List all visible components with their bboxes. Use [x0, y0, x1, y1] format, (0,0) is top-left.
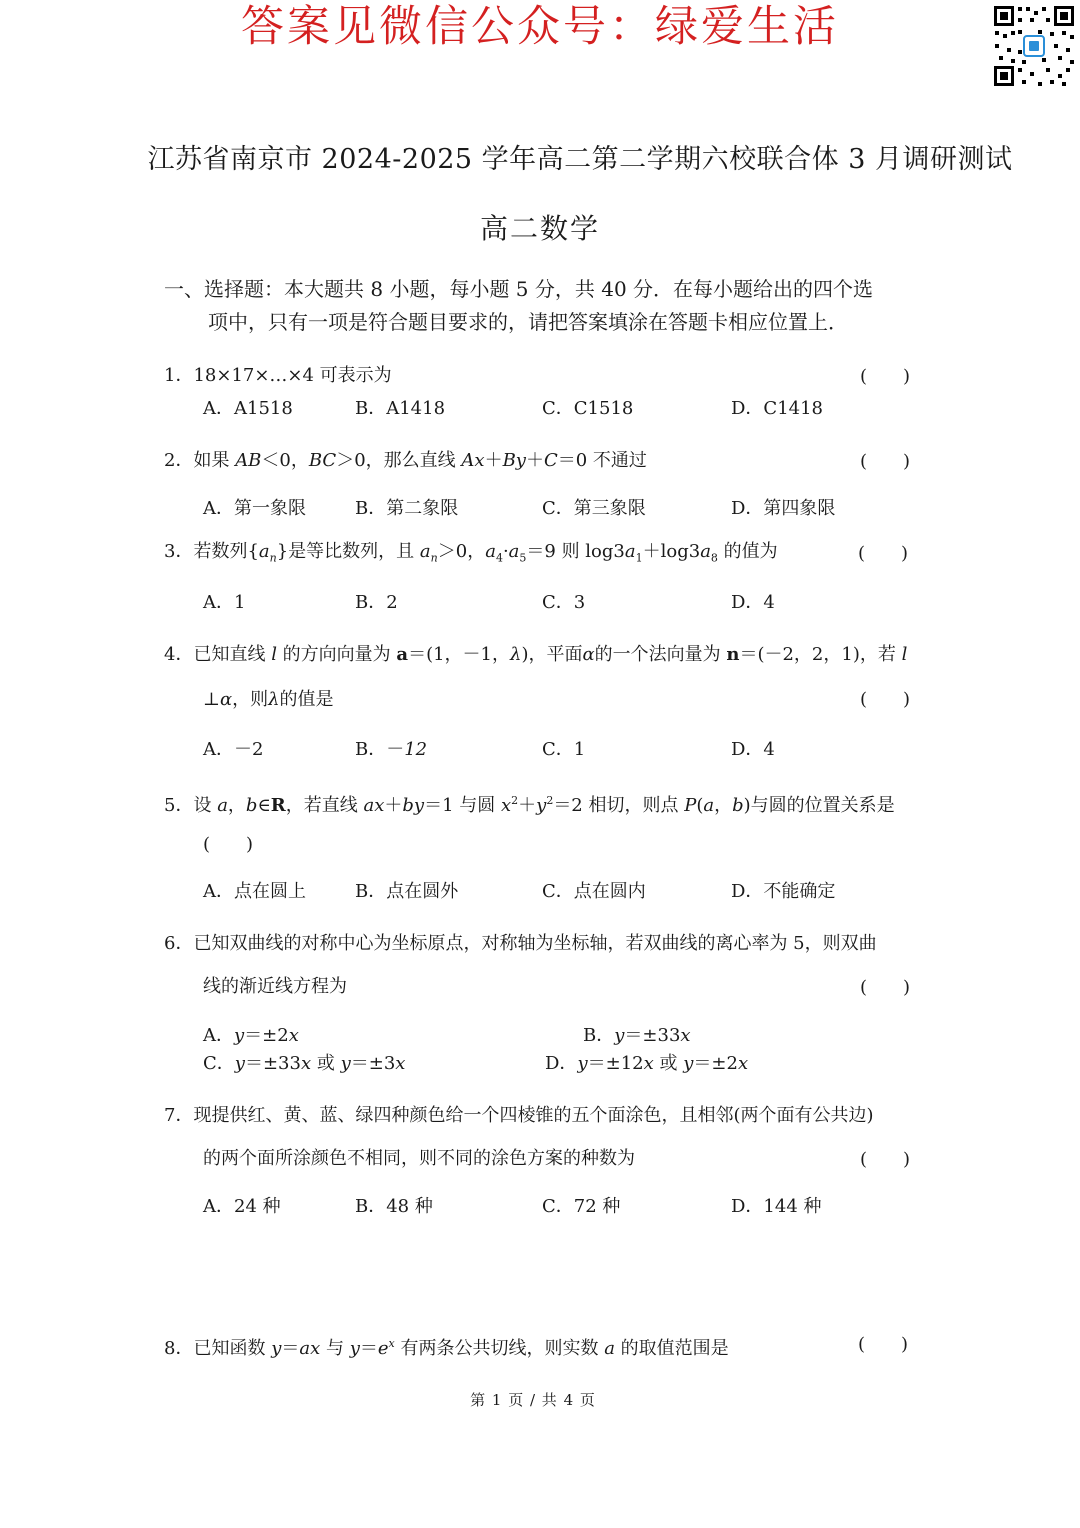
question-4-text-line1: 4．已知直线 l 的方向向量为 a＝(1，－1，λ)，平面α的一个法向量为 n＝(－2，2，1)，若 l	[164, 644, 908, 665]
question-2-text: 2．如果 AB＜0，BC＞0，那么直线 Ax＋By＋C＝0 不通过	[164, 450, 647, 471]
question-2-option-a: A．第一象限	[203, 498, 306, 519]
question-7-text-line2: 的两个面所涂颜色不相同，则不同的涂色方案的种数为	[203, 1148, 635, 1169]
exam-subject: 高二数学	[479, 212, 600, 245]
question-8-answer-blank: ( )	[858, 1334, 909, 1355]
question-3-option-b: B．2	[355, 592, 398, 613]
question-4-option-b	[355, 736, 427, 764]
question-2-number: 2．如果	[164, 450, 236, 471]
question-6-answer-blank: ( )	[860, 977, 911, 998]
question-3-number: 3．若数列{	[164, 541, 259, 562]
question-7-option-a: A．24 种	[203, 1196, 281, 1217]
question-1-text: 1．18×17×…×4 可表示为	[164, 365, 392, 386]
question-5-text: 5．设 a，b∈R，若直线 ax＋by＝1 与圆 $x^2+y^2=2$ 相切，则点 P(a，b)与圆的位置关系是	[164, 794, 895, 816]
question-2-option-c: C．第三象限	[542, 498, 646, 519]
question-6-option-d: D．y＝±12x 或 y＝±2x	[545, 1053, 749, 1074]
question-7-text-line1: 7．现提供红、黄、蓝、绿四种颜色给一个四棱锥的五个面涂色，且相邻(两个面有公共边)	[164, 1105, 874, 1126]
section-heading-line2: 项中，只有一项是符合题目要求的，请把答案填涂在答题卡相应位置上．	[208, 310, 848, 334]
watermark-text: 答案见微信公众号：绿爱生活	[241, 2, 839, 52]
question-1-option-b: B．A1418	[355, 398, 446, 419]
question-7-option-c: C．72 种	[542, 1196, 621, 1217]
question-6-text-line1: 6．已知双曲线的对称中心为坐标原点，对称轴为坐标轴，若双曲线的离心率为 5，则双曲	[164, 933, 877, 954]
question-1-option-d: D．C1418	[731, 398, 824, 419]
question-6-text-line2: 线的渐近线方程为	[203, 976, 347, 997]
question-3-option-c: C．3	[542, 592, 586, 613]
question-4-option-b-label: B．－	[355, 739, 405, 760]
question-1-answer-blank: ( )	[860, 366, 911, 387]
question-2-answer-blank: ( )	[860, 451, 911, 472]
section-heading-line1: 一、选择题：本大题共 8 小题，每小题 5 分，共 40 分．在每小题给出的四个选	[164, 277, 874, 301]
question-4-text-line2: ⊥α，则λ的值是	[203, 689, 334, 710]
page-footer: 第 1 页 / 共 4 页	[470, 1391, 596, 1409]
question-3-answer-blank: ( )	[858, 543, 909, 564]
question-6-option-c: C．y＝±33x 或 y＝±3x	[203, 1053, 406, 1074]
question-2-option-d: D．第四象限	[731, 498, 836, 519]
question-5-option-c: C．点在圆内	[542, 881, 646, 902]
question-4-option-c: C．1	[542, 739, 586, 760]
question-4-answer-blank: ( )	[860, 689, 911, 710]
question-1-option-a: A．A1518	[203, 398, 293, 419]
question-4-option-a: A．－2	[203, 739, 264, 760]
question-7-option-b: B．48 种	[355, 1196, 433, 1217]
exam-title: 江苏省南京市 2024-2025 学年高二第二学期六校联合体 3 月调研测试	[147, 144, 1013, 175]
question-4-option-b-value: 12	[404, 739, 428, 760]
question-5-option-d: D．不能确定	[731, 881, 836, 902]
question-3-text: 3．若数列$\{a_n\}$是等比数列，且 $a_n>0$，$a_4\cdot a_5=9$ 则 $\log 3a_1+\log 3a_8$ 的值为	[164, 541, 778, 565]
question-7-option-d: D．144 种	[731, 1196, 822, 1217]
question-5-option-a: A．点在圆上	[203, 881, 306, 902]
question-4-option-d: D．4	[731, 739, 775, 760]
question-5-option-b: B．点在圆外	[355, 881, 459, 902]
question-7-answer-blank: ( )	[860, 1149, 911, 1170]
question-3-option-a: A．1	[203, 592, 246, 613]
qr-code-icon	[992, 4, 1076, 88]
question-1-option-c: C．C1518	[542, 398, 634, 419]
question-3-option-d: D．4	[731, 592, 775, 613]
question-6-option-a: A．y＝±2x	[203, 1025, 299, 1046]
question-2-option-b: B．第二象限	[355, 498, 459, 519]
question-6-option-b: B．y＝±33x	[583, 1025, 691, 1046]
question-5-answer-blank: ( )	[203, 834, 254, 855]
question-8-text: 8．已知函数 y＝ax 与 $y=e^x$ 有两条公共切线，则实数 a 的取值范围是	[164, 1337, 729, 1359]
